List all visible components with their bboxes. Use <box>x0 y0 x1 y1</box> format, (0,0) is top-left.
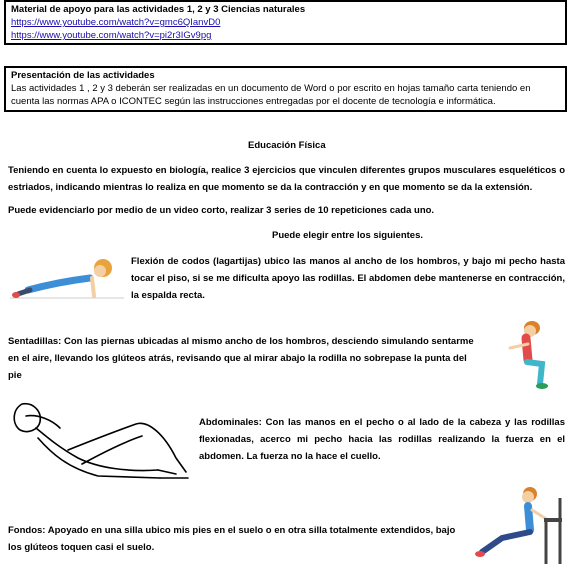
abs-description: Abdominales: Con las manos en el pecho o al lado de la cabeza y las rodillas flexionadas, acerco mi pecho hacia las rodillas realizando la fuerza en el abdomen. La fuerza no la hace el cuello. <box>199 417 565 462</box>
video-note: Puede evidenciarlo por medio de un video corto, realizar 3 series de 10 repeticiones cada uno. <box>8 205 435 216</box>
activities-presentation-box <box>4 66 567 112</box>
squat-illustration <box>500 318 556 392</box>
youtube-link-1[interactable]: https://www.youtube.com/watch?v=gmc6QIanvD0 <box>11 17 221 28</box>
dips-illustration <box>472 484 570 568</box>
presentation-body: Las actividades 1 , 2 y 3 deberán ser realizadas en un documento de Word o por escrito en hojas tamaño carta teniendo en cuenta las normas APA o ICONTEC según las instrucciones entregadas por el docente de tecnología e informática. <box>11 83 531 107</box>
situp-illustration <box>8 398 194 484</box>
support-material-title: Material de apoyo para las actividades 1, 2 y 3 Ciencias naturales <box>11 4 306 15</box>
squat-description: Sentadillas: Con las piernas ubicadas al mismo ancho de los hombros, desciendo simulando sentarme en el aire, llevando los glúteos atrás, revisando que al mirar abajo la rodilla no sobrepase la punta del pie <box>8 336 474 381</box>
dips-description: Fondos: Apoyado en una silla ubico mis pies en el suelo o en otra silla totalmente extendidos, bajo los glúteos toquen casi el suelo. <box>8 525 456 553</box>
pushup-illustration <box>8 248 126 302</box>
intro-paragraph: Teniendo en cuenta lo expuesto en biología, realice 3 ejercicios que vinculen diferentes grupos musculares esqueléticos o estriados, indicando mientras lo realiza en que momento se da la contracción y en que momento se da la extensión. <box>8 165 565 193</box>
section-title: Educación Física <box>248 140 326 151</box>
choose-note: Puede elegir entre los siguientes. <box>272 230 423 241</box>
pushup-description: Flexión de codos (lagartijas) ubico las manos al ancho de los hombros, y bajo mi pecho hasta tocar el piso, si se me dificulta apoyo las rodillas. El abdomen debe mantenerse en contracción, la espalda recta. <box>131 256 565 301</box>
presentation-title: Presentación de las actividades <box>11 70 155 81</box>
support-material-box <box>4 0 567 45</box>
youtube-link-2[interactable]: https://www.youtube.com/watch?v=pi2r3IGv9pg <box>11 30 212 41</box>
